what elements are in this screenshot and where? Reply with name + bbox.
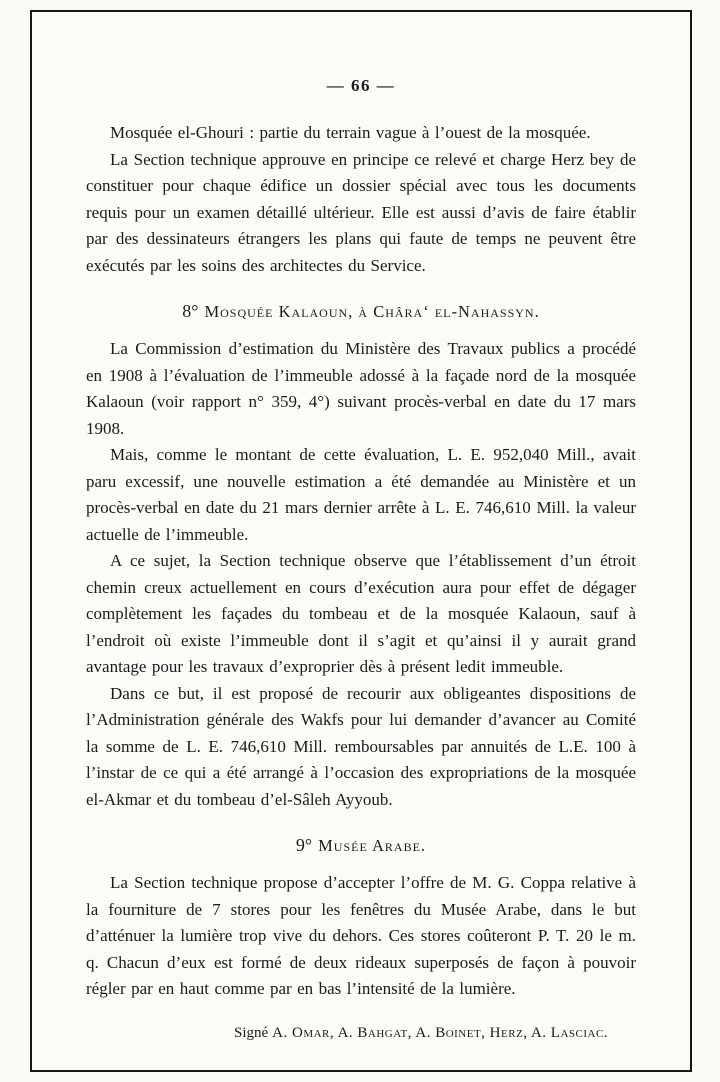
paragraph-section-technique-approval: La Section technique approuve en principe ce relevé et charge Herz bey de constituer pour chaque édifice un dossier spécial avec tous les documents requis pour un examen détaillé ultérieur. Elle est aussi d’avis de faire établir par des dessinateurs étrangers les plans qui faute de temps ne peuvent être exécutés par les soins des architectes du Service. [86, 149, 636, 275]
section-9-heading [86, 835, 636, 856]
paragraph-administration-wakfs: Dans ce but, il est proposé de recourir aux obligeantes dispositions de l’Administration générale des Wakfs pour lui demander d’avancer au Comité la somme de L. E. 746,610 Mill. remboursables par annuités de L.E. 100 à l’instar de ce qui a été arrangé à l’occasion des expropriations de la mosquée el-Akmar et du tombeau d’el-Sâleh Ayyoub. [86, 683, 636, 809]
paragraph-musee-arabe-stores: La Section technique propose d’accepter l’offre de M. G. Coppa relative à la fourniture de 7 stores pour les fenêtres du Musée Arabe, dans le but d’atténuer la lumière trop vive du dehors. Ces stores coûteront P. T. 20 le m. q. Chacun d’eux est formé de deux rideaux superposés de façon à pouvoir régler par en haut comme par en bas l’intensité de la lumière. [86, 873, 636, 998]
paragraph-mosquee-el-ghouri: Mosquée el-Ghouri : partie du terrain vague à l’ouest de la mosquée. [110, 123, 591, 142]
section-9-title: Musée Arabe. [318, 836, 427, 855]
paragraph-nouvelle-estimation: Mais, comme le montant de cette évaluation, L. E. 952,040 Mill., avait paru excessif, une nouvelle estimation a été demandée au Ministère et un procès-verbal en date du 21 mars dernier arrête à L. E. 746,610 Mill. la valeur actuelle de l’immeuble. [86, 445, 636, 544]
signature-line [86, 1025, 636, 1042]
section-9-number: 9° [295, 835, 313, 855]
section-8-heading [86, 301, 636, 322]
page-border-frame [30, 10, 692, 1072]
paragraph-commission-estimation: La Commission d’estimation du Ministère des Travaux publics a procédé en 1908 à l’évaluation de l’immeuble adossé à la façade nord de la mosquée Kalaoun (voir rapport n° 359, 4°) suivant procès-verbal en date du 17 mars 1908. [86, 339, 636, 438]
page-number: — 66 — [326, 76, 396, 95]
signature-label: Signé [234, 1024, 269, 1041]
page-content [86, 76, 636, 1042]
section-8-number: 8° [182, 301, 199, 321]
section-8-title: Mosquée Kalaoun, à Châra‘ el-Nahassyn. [204, 302, 540, 321]
signature-names: A. Omar, A. Bahgat, A. Boinet, Herz, A. Lasciac. [272, 1024, 609, 1041]
paragraph-chemin-creux: A ce sujet, la Section technique observe que l’établissement d’un étroit chemin creux actuellement en cours d’exécution aura pour effet de dégager complètement les façades du tombeau et de la mosquée Kalaoun, sauf à l’endroit où existe l’immeuble dont il s’agit et qu’ainsi il y aurait grand avantage pour les travaux d’exproprier dès à présent ledit immeuble. [86, 551, 636, 676]
